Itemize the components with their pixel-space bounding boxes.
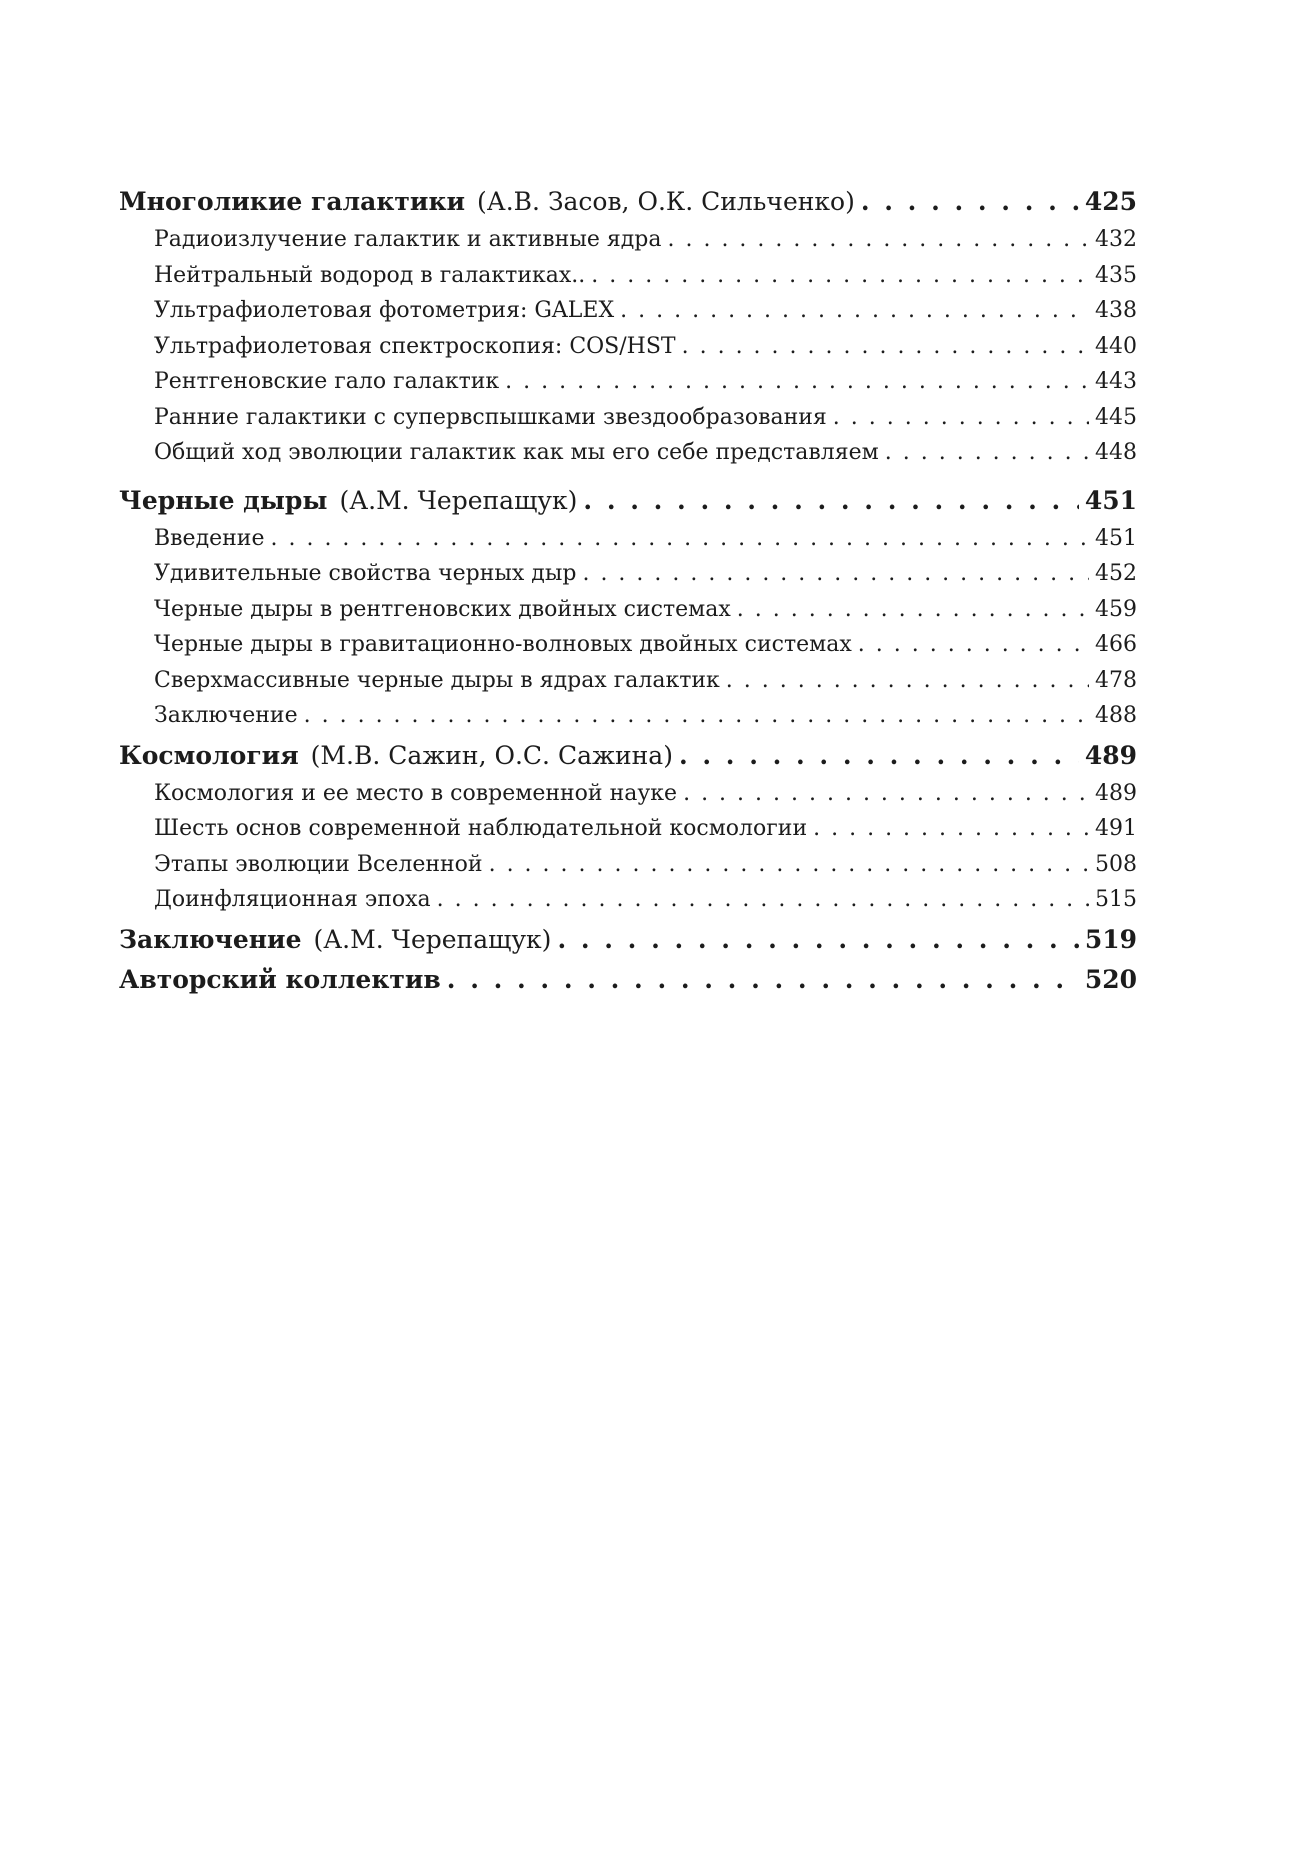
dot-leader (885, 435, 1089, 471)
subentry-title: Космология и ее место в современной науке (154, 780, 678, 806)
subentry-page-number: 515 (1095, 887, 1137, 912)
subentry-page-number: 491 (1095, 816, 1137, 841)
dot-leader (437, 882, 1089, 918)
toc-section-cosmology (119, 736, 1137, 918)
subentry-title: Рентгеновские гало галактик (154, 369, 500, 394)
subentry-page-number: 451 (1095, 525, 1137, 551)
dot-leader (489, 847, 1089, 883)
subentry-page-number: 448 (1095, 440, 1137, 465)
toc-subentry[interactable] (119, 222, 1137, 258)
chapter-page-number: 489 (1084, 740, 1137, 770)
chapter-authors: (А.М. Черепащук) (313, 924, 552, 954)
chapter-page-number: 520 (1084, 964, 1137, 994)
toc-subentry[interactable] (119, 627, 1137, 663)
subentry-page-number: 435 (1095, 262, 1137, 288)
toc-subentry[interactable] (119, 435, 1137, 471)
dot-leader (304, 698, 1089, 734)
subentry-title: Черные дыры в рентгеновских двойных системах (154, 596, 731, 622)
toc-subentry[interactable] (119, 329, 1137, 365)
chapter-title: Заключение (119, 924, 302, 954)
subentry-title: Заключение (154, 703, 298, 728)
subentry-page-number: 459 (1095, 596, 1137, 622)
chapter-title: Многоликие галактики (119, 187, 466, 216)
dot-leader (667, 222, 1089, 258)
toc-section-galaxies (119, 182, 1137, 471)
subentry-title: Радиоизлучение галактик и активные ядра (154, 227, 662, 252)
toc-subentry[interactable] (119, 521, 1137, 557)
toc-section-black-holes (119, 481, 1137, 734)
toc-subentry[interactable] (119, 882, 1137, 918)
subentry-title: Ранние галактики с супервспышками звездообразования (154, 404, 827, 430)
subentry-page-number: 443 (1095, 369, 1137, 394)
subentry-title: Черные дыры в гравитационно-волновых двойных системах (154, 632, 852, 657)
dot-leader (620, 293, 1089, 329)
toc-chapter-entry[interactable] (119, 960, 1137, 1000)
subentry-title: Ультрафиолетовая спектроскопия: COS/HST (154, 333, 676, 359)
toc-subentry[interactable] (119, 293, 1137, 329)
chapter-page-number: 425 (1084, 187, 1137, 216)
dot-leader (447, 960, 1079, 1000)
toc-subentry[interactable] (119, 847, 1137, 883)
toc-chapter-entry[interactable] (119, 481, 1137, 521)
subentry-title: Нейтральный водород в галактиках.. (154, 262, 586, 288)
subentry-title: Этапы эволюции Вселенной (154, 851, 483, 877)
toc-subentry[interactable] (119, 776, 1137, 812)
chapter-title: Авторский коллектив (119, 964, 441, 994)
subentry-page-number: 445 (1095, 404, 1137, 430)
dot-leader (833, 400, 1089, 436)
subentry-page-number: 438 (1095, 298, 1137, 323)
chapter-page-number: 451 (1084, 485, 1137, 515)
subentry-title: Шесть основ современной наблюдательной космологии (154, 816, 808, 841)
dot-leader (270, 521, 1089, 557)
subentry-page-number: 489 (1095, 780, 1137, 806)
toc-subentry[interactable] (119, 698, 1137, 734)
chapter-page-number: 519 (1084, 924, 1137, 954)
chapter-title: Космология (119, 740, 299, 770)
toc-subentry[interactable] (119, 258, 1137, 294)
chapter-authors: (А.В. Засов, О.К. Сильченко) (477, 187, 855, 216)
dot-leader (858, 627, 1089, 663)
dot-leader (582, 556, 1089, 592)
dot-leader (679, 736, 1079, 776)
dot-leader (682, 329, 1089, 365)
dot-leader (726, 663, 1089, 699)
toc-section-authors (119, 960, 1137, 1000)
subentry-title: Ультрафиолетовая фотометрия: GALEX (154, 298, 615, 323)
subentry-page-number: 508 (1095, 851, 1137, 877)
chapter-title: Черные дыры (119, 485, 328, 515)
chapter-authors: (М.В. Сажин, О.С. Сажина) (310, 740, 673, 770)
toc-chapter-entry[interactable] (119, 182, 1137, 222)
toc-subentry[interactable] (119, 364, 1137, 400)
subentry-title: Сверхмассивные черные дыры в ядрах галактик (154, 667, 720, 693)
dot-leader (737, 592, 1089, 628)
chapter-authors: (А.М. Черепащук) (339, 485, 578, 515)
subentry-title: Введение (154, 525, 265, 551)
subentry-page-number: 440 (1095, 333, 1137, 359)
subentry-page-number: 466 (1095, 632, 1137, 657)
toc-chapter-entry[interactable] (119, 920, 1137, 960)
toc-subentry[interactable] (119, 663, 1137, 699)
subentry-page-number: 478 (1095, 667, 1137, 693)
dot-leader (505, 364, 1089, 400)
subentry-title: Удивительные свойства черных дыр (154, 561, 577, 586)
dot-leader (683, 776, 1089, 812)
toc-subentry[interactable] (119, 556, 1137, 592)
dot-leader (813, 811, 1089, 847)
toc-subentry[interactable] (119, 592, 1137, 628)
toc-chapter-entry[interactable] (119, 736, 1137, 776)
dot-leader (557, 920, 1078, 960)
dot-leader (591, 258, 1089, 294)
dot-leader (861, 182, 1079, 222)
subentry-page-number: 488 (1095, 703, 1137, 728)
toc-subentry[interactable] (119, 811, 1137, 847)
dot-leader (583, 481, 1078, 521)
subentry-page-number: 452 (1095, 561, 1137, 586)
toc-subentry[interactable] (119, 400, 1137, 436)
table-of-contents (119, 182, 1137, 1000)
section-spacer (119, 471, 1137, 481)
subentry-title: Доинфляционная эпоха (154, 887, 431, 912)
toc-section-conclusion (119, 920, 1137, 960)
subentry-title: Общий ход эволюции галактик как мы его себе представляем (154, 440, 879, 465)
subentry-page-number: 432 (1095, 227, 1137, 252)
